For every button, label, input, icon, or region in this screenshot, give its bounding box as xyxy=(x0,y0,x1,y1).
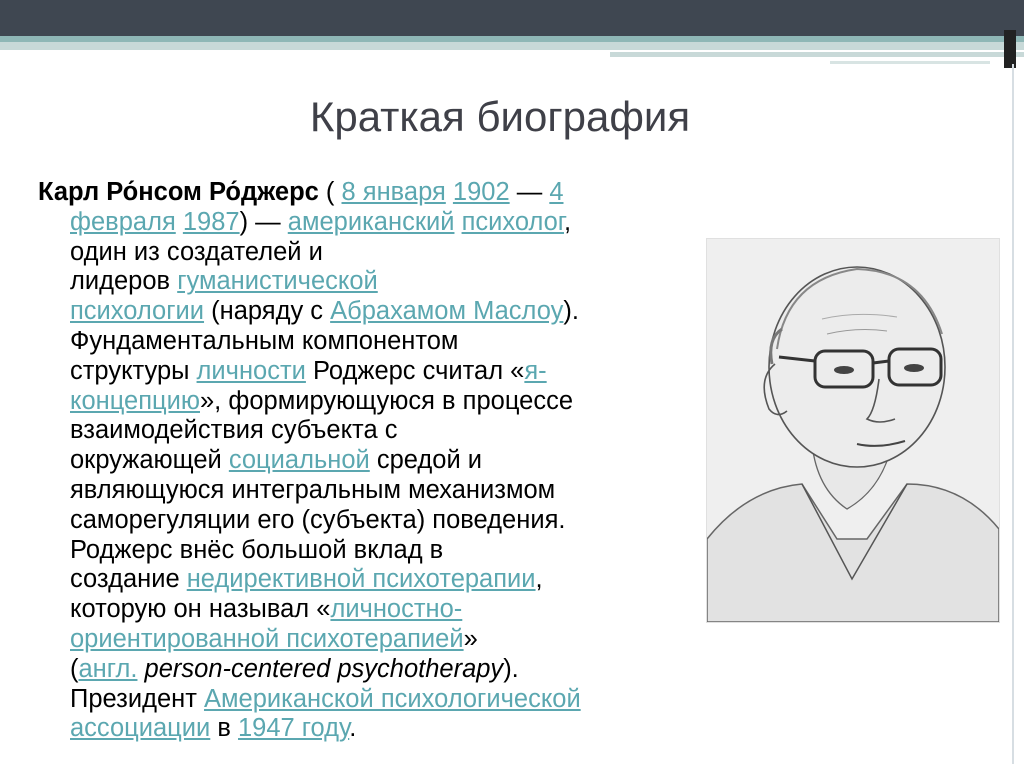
link-maslow[interactable]: Абрахамом Маслоу xyxy=(330,297,564,326)
link-birth-day[interactable]: 8 января xyxy=(341,178,446,206)
portrait-image xyxy=(706,238,1000,623)
link-apa[interactable]: Американской психологической xyxy=(203,684,581,713)
link-english[interactable]: англ. xyxy=(78,654,138,683)
link-american[interactable]: американский xyxy=(287,207,455,236)
link-death-month[interactable]: февраля xyxy=(70,207,176,236)
link-birth-year[interactable]: 1902 xyxy=(452,178,510,206)
link-person-centered-2[interactable]: ориентированной психотерапией xyxy=(70,624,464,653)
link-psychologist[interactable]: психолог xyxy=(461,207,564,236)
right-border xyxy=(1012,64,1014,764)
link-death-year[interactable]: 1987 xyxy=(182,207,240,236)
person-name: Карл Ро́нсом Ро́джерс xyxy=(38,178,319,206)
corner-accent xyxy=(1004,30,1016,68)
link-self-concept[interactable]: я- xyxy=(524,356,547,385)
link-humanistic-psychology[interactable]: гуманистической xyxy=(177,267,378,296)
top-bar xyxy=(0,0,1024,36)
link-humanistic-psychology-2[interactable]: психологии xyxy=(70,297,205,326)
portrait-sketch xyxy=(707,239,999,622)
link-apa-2[interactable]: ассоциации xyxy=(70,714,211,743)
link-person-centered[interactable]: личностно- xyxy=(330,595,463,624)
link-1947[interactable]: 1947 году xyxy=(238,714,350,743)
accent-stripe xyxy=(610,52,1024,57)
slide-title: Краткая биография xyxy=(309,93,691,140)
link-personality[interactable]: личности xyxy=(196,356,306,385)
link-death-day[interactable]: 4 xyxy=(549,178,564,206)
link-nondirective-therapy[interactable]: недирективной психотерапии xyxy=(186,565,536,594)
accent-stripe-thin xyxy=(830,61,990,64)
link-self-concept-2[interactable]: концепцию xyxy=(70,386,200,415)
top-stripe-light xyxy=(0,42,1024,50)
biography-text: Карл Ро́нсом Ро́джерс ( 8 января 1902 — 4 февраля 1987) — американский психолог, один из создателей и лидеров гуманистической психологии (наряду с Абрахамом Маслоу). Фундаментальным компонентом структуры личности Роджерс считал «я- концепцию», формирующуюся в процессе взаимодействия субъекта с окружающей социальной средой и являющуюся интегральным механизмом саморегуляции его (субъекта) поведения. Роджерс внёс большой вклад в создание недирективной психотерапии, которую он называл «личностно- ориентированной психотерапией» (англ. person-centered psychotherapy). Президент Американской психологической ассоциации в 1947 году. xyxy=(38,178,581,743)
link-social[interactable]: социальной xyxy=(228,446,370,475)
